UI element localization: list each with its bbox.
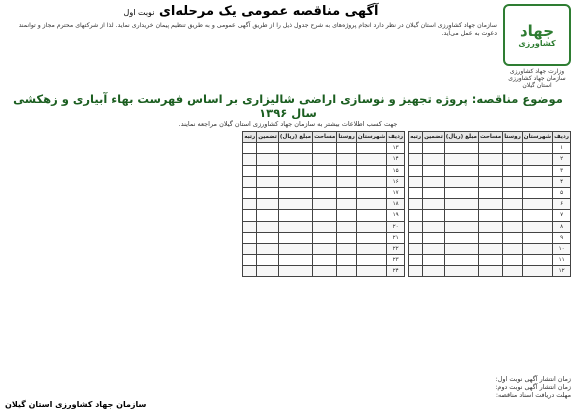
table-row [243, 243, 405, 254]
table-cell [243, 232, 257, 243]
table-cell [313, 165, 337, 176]
table-cell: ۱۴ [387, 154, 405, 165]
table-cell [243, 199, 257, 210]
header-text [5, 4, 497, 37]
table-cell [337, 187, 357, 198]
table-row [243, 143, 405, 154]
table-cell [278, 165, 312, 176]
table-cell [409, 221, 423, 232]
table-cell: ۲۲ [387, 243, 405, 254]
table-cell [503, 187, 523, 198]
table-cell [313, 176, 337, 187]
table-cell [243, 266, 257, 277]
table-cell [257, 243, 279, 254]
table-cell [522, 266, 552, 277]
table-cell: ۲۴ [387, 266, 405, 277]
table-cell [522, 255, 552, 266]
table-cell [243, 154, 257, 165]
notice-header [5, 4, 571, 90]
table-cell [522, 221, 552, 232]
table-row [243, 232, 405, 243]
table-cell [503, 243, 523, 254]
table-cell [243, 187, 257, 198]
table-cell [444, 243, 478, 254]
table-cell [503, 199, 523, 210]
table-cell: ۱۸ [387, 199, 405, 210]
table-cell [444, 232, 478, 243]
table-cell [423, 176, 445, 187]
table-cell [356, 187, 386, 198]
column-header: مساحت [478, 132, 502, 143]
table-cell [278, 199, 312, 210]
table-cell [356, 243, 386, 254]
table-cell [409, 243, 423, 254]
table-cell: ۲۰ [387, 221, 405, 232]
table-cell [257, 199, 279, 210]
table-cell [278, 210, 312, 221]
table-cell [444, 255, 478, 266]
table-cell: ۱۲ [553, 266, 571, 277]
table-row [243, 266, 405, 277]
table-cell: ۴ [553, 176, 571, 187]
table-header-row [243, 132, 405, 143]
table-row [409, 143, 571, 154]
table-cell: ۱۹ [387, 210, 405, 221]
column-header: رتبه [243, 132, 257, 143]
table-cell [313, 266, 337, 277]
table-cell [444, 165, 478, 176]
table-cell [337, 232, 357, 243]
projects-tables [5, 131, 571, 277]
table-cell: ۱۵ [387, 165, 405, 176]
column-header: رتبه [409, 132, 423, 143]
column-header: روستا [503, 132, 523, 143]
table-cell: ۱۱ [553, 255, 571, 266]
table-cell: ۷ [553, 210, 571, 221]
footer-line-2: زمان انتشار آگهی نوبت دوم: [495, 383, 571, 391]
table-cell [423, 199, 445, 210]
table-cell: ۲۳ [387, 255, 405, 266]
table-cell [522, 243, 552, 254]
table-cell [522, 210, 552, 221]
table-cell [409, 210, 423, 221]
table-cell [278, 232, 312, 243]
table-cell [356, 165, 386, 176]
table-cell [278, 154, 312, 165]
table-cell [444, 199, 478, 210]
table-cell [278, 266, 312, 277]
table-row [409, 255, 571, 266]
table-cell [478, 232, 502, 243]
table-row [243, 255, 405, 266]
table-cell [243, 176, 257, 187]
table-cell: ۹ [553, 232, 571, 243]
table-cell: ۳ [553, 165, 571, 176]
column-header: مساحت [313, 132, 337, 143]
column-header: شهرستان [522, 132, 552, 143]
table-cell: ۱۷ [387, 187, 405, 198]
table-cell [503, 176, 523, 187]
table-cell [257, 266, 279, 277]
table-cell [503, 210, 523, 221]
table-cell [423, 165, 445, 176]
table-row [243, 199, 405, 210]
table-cell: ۶ [553, 199, 571, 210]
table-cell [444, 154, 478, 165]
table-cell [409, 255, 423, 266]
table-cell [522, 232, 552, 243]
table-cell [478, 199, 502, 210]
table-cell [257, 210, 279, 221]
projects-table-right [408, 131, 571, 277]
table-cell [356, 266, 386, 277]
table-row [243, 165, 405, 176]
table-cell [478, 165, 502, 176]
table-cell [278, 243, 312, 254]
table-cell [356, 255, 386, 266]
table-cell [444, 187, 478, 198]
table-row [409, 266, 571, 277]
table-row [409, 243, 571, 254]
notice-title [5, 4, 497, 20]
column-header: ردیف [387, 132, 405, 143]
table-cell [423, 243, 445, 254]
table-cell [409, 232, 423, 243]
table-row [409, 210, 571, 221]
table-cell [423, 232, 445, 243]
column-header: ردیف [553, 132, 571, 143]
table-cell [278, 143, 312, 154]
footer-organization: سازمان جهاد کشاورزی استان گیلان [5, 400, 147, 409]
table-cell [478, 210, 502, 221]
table-cell [337, 165, 357, 176]
logo-text-main: جهاد [519, 21, 555, 40]
footer-line-3: مهلت دریافت اسناد مناقصه: [495, 391, 571, 399]
table-cell [356, 154, 386, 165]
table-cell [257, 255, 279, 266]
table-cell [423, 266, 445, 277]
table-cell [478, 143, 502, 154]
tender-subject: موضوع مناقصه: پروژه تجهیز و نوسازی اراضی شالیزاری بر اساس فهرست بهاء آبیاری و زهکشی سال ۱۳۹۶ [13, 92, 563, 120]
table-cell [243, 255, 257, 266]
table-cell [478, 221, 502, 232]
table-cell [257, 176, 279, 187]
table-row [409, 221, 571, 232]
table-cell [423, 187, 445, 198]
table-cell [356, 199, 386, 210]
table-row [243, 154, 405, 165]
table-cell [478, 176, 502, 187]
table-cell [522, 176, 552, 187]
table-row [243, 221, 405, 232]
table-cell [313, 187, 337, 198]
table-cell: ۲۱ [387, 232, 405, 243]
table-cell [337, 243, 357, 254]
tender-subnote: جهت کسب اطلاعات بیشتر به سازمان جهاد کشاورزی استان گیلان مراجعه نمایند. [178, 120, 398, 128]
projects-table-left [242, 131, 405, 277]
table-cell [313, 143, 337, 154]
table-cell [337, 176, 357, 187]
notice-number: نوبت اول [123, 8, 155, 17]
table-cell [313, 255, 337, 266]
jahad-keshavarzi-logo [503, 4, 571, 66]
table-row [409, 165, 571, 176]
table-cell [478, 255, 502, 266]
table-cell [444, 210, 478, 221]
table-cell: ۱۶ [387, 176, 405, 187]
table-cell [243, 243, 257, 254]
table-cell [356, 210, 386, 221]
table-cell [356, 232, 386, 243]
table-row [243, 210, 405, 221]
table-cell [356, 221, 386, 232]
table-cell [409, 165, 423, 176]
table-cell [278, 255, 312, 266]
table-cell: ۱۰ [553, 243, 571, 254]
table-cell [313, 232, 337, 243]
footer-line-1: زمان انتشار آگهی نوبت اول: [495, 375, 571, 383]
logo-block [503, 4, 571, 89]
table-cell [423, 221, 445, 232]
column-header: شهرستان [356, 132, 386, 143]
table-cell [444, 221, 478, 232]
logo-text-sub: کشاورزی [518, 38, 556, 48]
table-cell [257, 154, 279, 165]
notice-intro: سازمان جهاد کشاورزی استان گیلان در نظر دارد انجام پروژه‌های به شرح جدول ذیل را از طریق آگهی عمومی و به طریق تنظیم پیمان خریداری نماید. لذا از شرکتهای محترم مجاز و توانمند دعوت به عمل می‌آید. [18, 22, 497, 37]
column-header: تضمین [423, 132, 445, 143]
table-cell [356, 143, 386, 154]
table-cell: ۱ [553, 143, 571, 154]
table-cell [503, 165, 523, 176]
table-cell [257, 143, 279, 154]
table-cell [337, 266, 357, 277]
table-cell [522, 199, 552, 210]
table-cell [423, 143, 445, 154]
table-cell: ۲ [553, 154, 571, 165]
column-header: تضمین [257, 132, 279, 143]
table-cell [503, 255, 523, 266]
table-cell [243, 221, 257, 232]
table-cell [409, 187, 423, 198]
table-row [243, 176, 405, 187]
table-cell [313, 154, 337, 165]
table-cell [337, 255, 357, 266]
table-cell [313, 199, 337, 210]
table-cell [257, 221, 279, 232]
table-header-row [409, 132, 571, 143]
table-cell [444, 266, 478, 277]
table-cell [478, 187, 502, 198]
table-cell [409, 143, 423, 154]
table-row [409, 199, 571, 210]
table-cell [278, 187, 312, 198]
column-header: مبلغ (ریال) [278, 132, 312, 143]
table-cell [313, 243, 337, 254]
table-cell [503, 266, 523, 277]
table-cell [243, 143, 257, 154]
table-cell [257, 232, 279, 243]
table-cell [423, 154, 445, 165]
table-cell [337, 154, 357, 165]
table-cell [444, 176, 478, 187]
table-cell [257, 165, 279, 176]
table-cell [423, 255, 445, 266]
table-cell [522, 154, 552, 165]
table-cell [409, 176, 423, 187]
table-cell [409, 266, 423, 277]
table-cell [409, 199, 423, 210]
table-cell [337, 221, 357, 232]
column-header: مبلغ (ریال) [444, 132, 478, 143]
table-cell [503, 232, 523, 243]
table-cell [356, 176, 386, 187]
column-header: روستا [337, 132, 357, 143]
table-cell [337, 143, 357, 154]
table-cell: ۸ [553, 221, 571, 232]
table-cell [278, 221, 312, 232]
table-cell [503, 154, 523, 165]
table-cell [478, 243, 502, 254]
notice-footer [5, 375, 571, 409]
table-cell [478, 154, 502, 165]
table-cell [243, 165, 257, 176]
table-cell [503, 221, 523, 232]
table-row [409, 154, 571, 165]
table-row [409, 187, 571, 198]
table-cell [243, 210, 257, 221]
table-cell [278, 176, 312, 187]
table-row [409, 176, 571, 187]
table-cell [522, 187, 552, 198]
table-cell [337, 199, 357, 210]
table-cell [423, 210, 445, 221]
table-row [243, 187, 405, 198]
table-cell: ۱۳ [387, 143, 405, 154]
table-cell [313, 210, 337, 221]
table-cell [409, 154, 423, 165]
table-cell [522, 165, 552, 176]
notice-title-text: آگهی مناقصه عمومی یک مرحله‌ای [158, 4, 379, 19]
table-cell [444, 143, 478, 154]
table-cell [313, 221, 337, 232]
table-cell [503, 143, 523, 154]
table-row [409, 232, 571, 243]
logo-caption: وزارت جهاد کشاورزی سازمان جهاد کشاورزی استان گیلان [508, 68, 566, 89]
table-cell [478, 266, 502, 277]
table-cell [257, 187, 279, 198]
table-cell [522, 143, 552, 154]
table-cell: ۵ [553, 187, 571, 198]
table-cell [337, 210, 357, 221]
